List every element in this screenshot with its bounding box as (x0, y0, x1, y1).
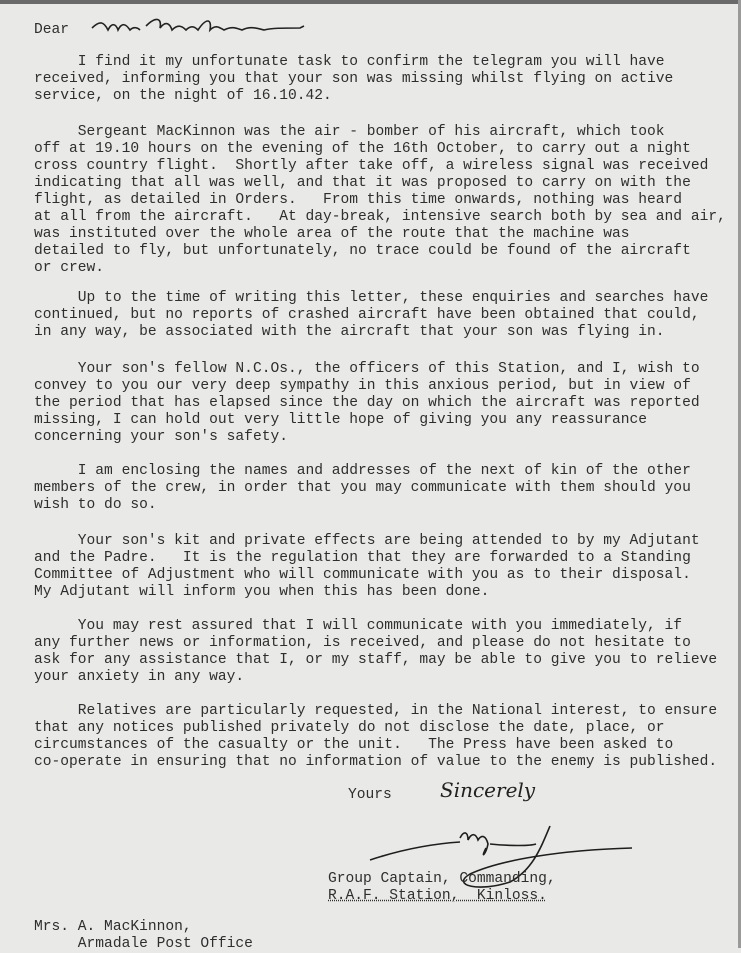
paragraph-8-line: co-operate in ensuring that no information of value to the enemy is published. (34, 754, 718, 770)
signatory-title: Group Captain, Commanding, (328, 871, 556, 887)
paragraph-4-line: convey to you our very deep sympathy in this anxious period, but in view of (34, 378, 691, 394)
signatory-station: R.A.F. Station, Kinloss. (328, 888, 547, 904)
paragraph-4-line: concerning your son's safety. (34, 429, 288, 445)
paragraph-2-line: at all from the aircraft. At day-break, intensive search both by sea and air, (34, 209, 726, 225)
paragraph-6-line: Your son's kit and private effects are being attended to by my Adjutant (34, 533, 700, 549)
paragraph-6-line: Committee of Adjustment who will communicate with you as to their disposal. (34, 567, 691, 583)
paragraph-5-line: members of the crew, in order that you may communicate with them should you (34, 480, 691, 496)
paragraph-8-line: that any notices published privately do not disclose the date, place, or (34, 720, 665, 736)
paragraph-1-line: service, on the night of 16.10.42. (34, 88, 332, 104)
paragraph-3-line: continued, but no reports of crashed aircraft have been obtained that could, (34, 307, 700, 323)
paragraph-8-line: Relatives are particularly requested, in the National interest, to ensure (34, 703, 718, 719)
paragraph-2-line: was instituted over the whole area of the route that the machine was (34, 226, 630, 242)
paragraph-4-line: Your son's fellow N.C.Os., the officers of this Station, and I, wish to (34, 361, 700, 377)
handwritten-salutation-name (86, 14, 316, 40)
paragraph-2-line: flight, as detailed in Orders. From this time onwards, nothing was heard (34, 192, 683, 208)
paragraph-6-line: and the Padre. It is the regulation that they are forwarded to a Standing (34, 550, 691, 566)
paragraph-2-line: off at 19.10 hours on the evening of the 16th October, to carry out a night (34, 141, 691, 157)
paragraph-4-line: missing, I can hold out very little hope of giving you any reassurance (34, 412, 648, 428)
addressee-address: Armadale Post Office (34, 936, 253, 952)
paragraph-3-line: Up to the time of writing this letter, these enquiries and searches have (34, 290, 709, 306)
paragraph-2-line: or crew. (34, 260, 105, 276)
paragraph-1-line: I find it my unfortunate task to confirm the telegram you will have (34, 54, 665, 70)
paragraph-7-line: your anxiety in any way. (34, 669, 245, 685)
paragraph-7-line: You may rest assured that I will communicate with you immediately, if (34, 618, 683, 634)
paragraph-8-line: circumstances of the casualty or the unit. The Press have been asked to (34, 737, 674, 753)
paragraph-7-line: any further news or information, is received, and please do not hesitate to (34, 635, 691, 651)
paragraph-5-line: wish to do so. (34, 497, 157, 513)
handwritten-closing: Sincerely (440, 778, 536, 802)
paragraph-2-line: indicating that all was well, and that it was proposed to carry on with the (34, 175, 691, 191)
paragraph-4-line: the period that has elapsed since the day on which the aircraft was reported (34, 395, 700, 411)
paragraph-5-line: I am enclosing the names and addresses of the next of kin of the other (34, 463, 691, 479)
paragraph-3-line: in any way, be associated with the aircraft that your son was flying in. (34, 324, 665, 340)
paragraph-2-line: detailed to fly, but unfortunately, no trace could be found of the aircraft (34, 243, 691, 259)
salutation: Dear (34, 22, 70, 38)
paragraph-7-line: ask for any assistance that I, or my staff, may be able to give you to relieve (34, 652, 718, 668)
paragraph-2-line: cross country flight. Shortly after take off, a wireless signal was received (34, 158, 709, 174)
paragraph-6-line: My Adjutant will inform you when this has been done. (34, 584, 490, 600)
page-top-edge (0, 0, 741, 4)
paragraph-1-line: received, informing you that your son was missing whilst flying on active (34, 71, 674, 87)
paragraph-2-line: Sergeant MacKinnon was the air - bomber of his aircraft, which took (34, 124, 665, 140)
closing: Yours (348, 787, 392, 803)
addressee-name: Mrs. A. MacKinnon, (34, 919, 192, 935)
